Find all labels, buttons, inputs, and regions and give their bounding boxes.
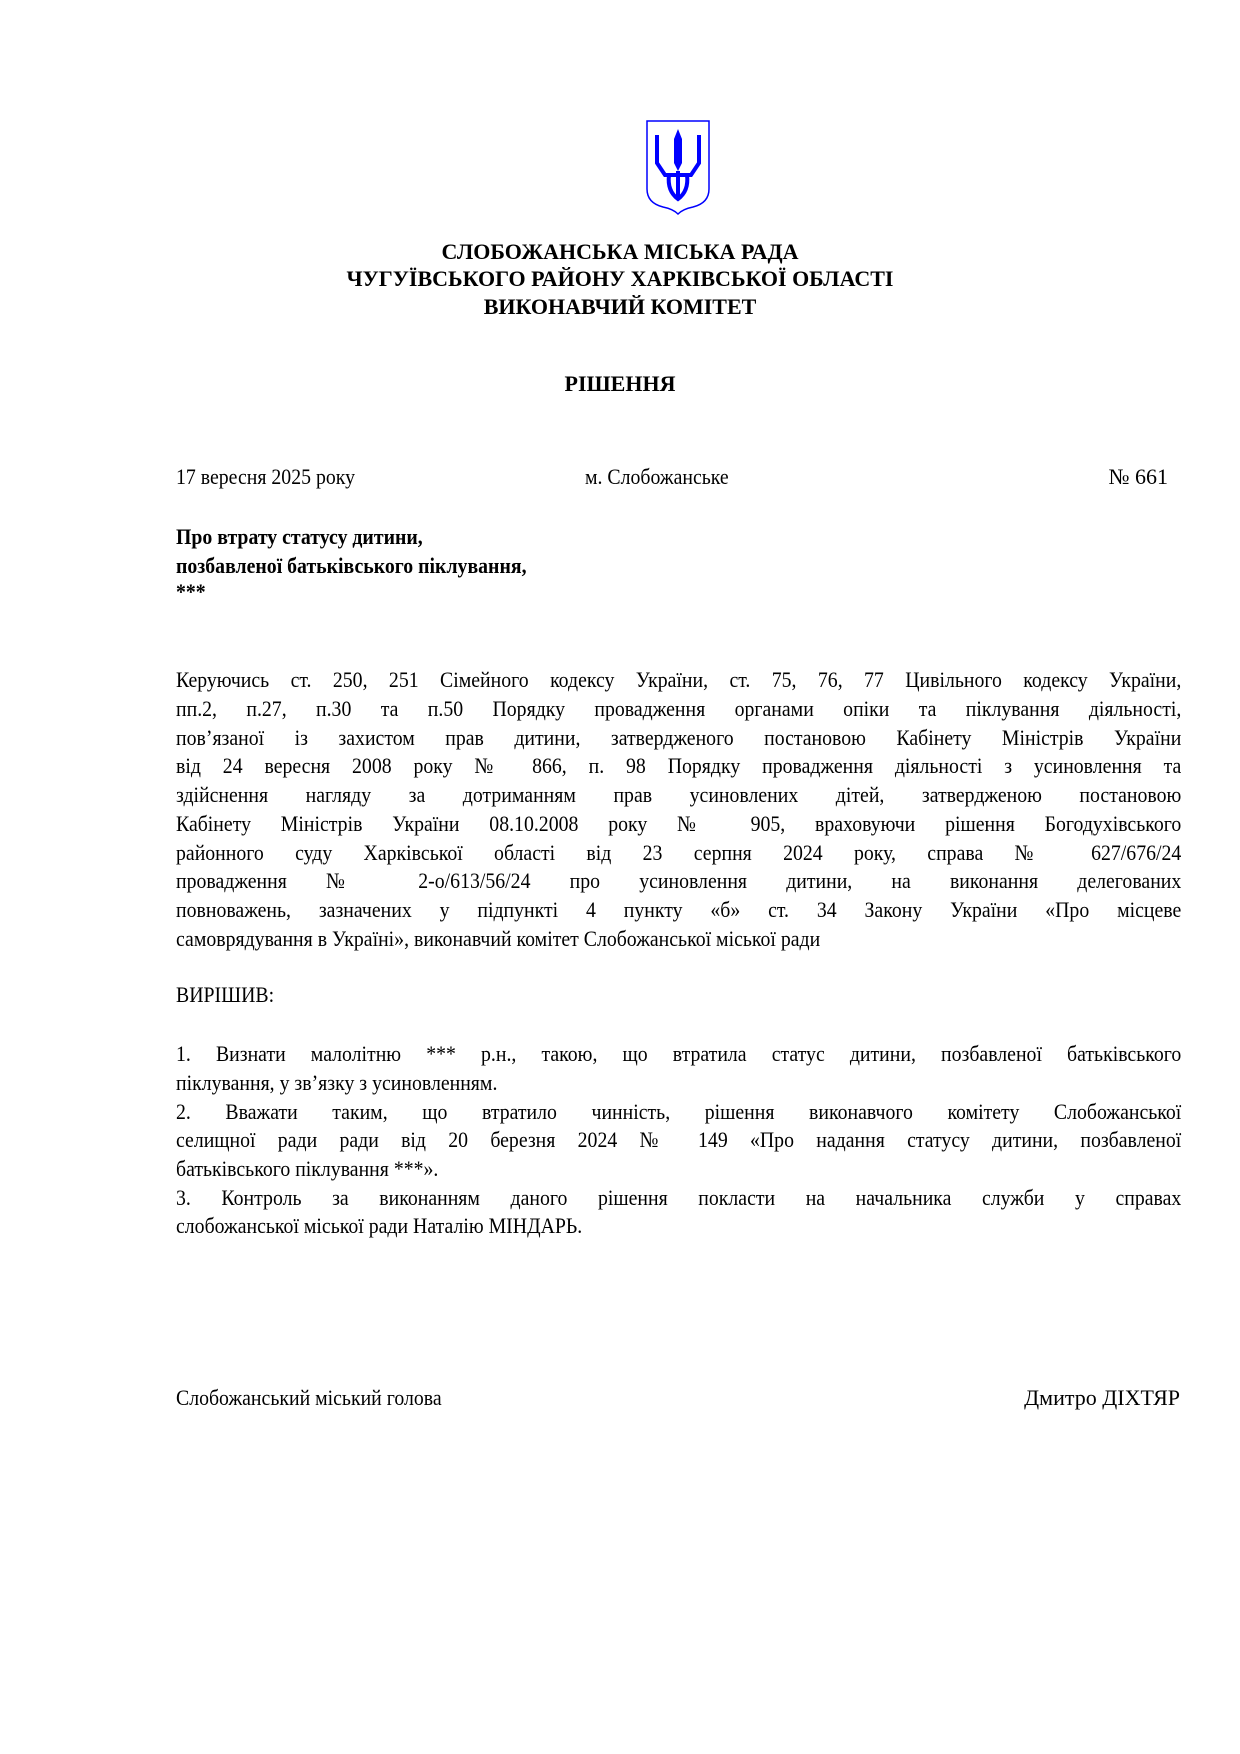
item-line: 1. Визнати малолітню *** р.н., такою, що втратила статус дитини, позбавленої батьківського xyxy=(176,1041,1182,1066)
preamble-line: провадження № 2-о/613/56/24 про усиновлення дитини, на виконання делегованих xyxy=(176,868,1182,893)
subject-line-3: *** xyxy=(176,579,206,604)
item-line: 3. Контроль за виконанням даного рішення покласти на начальника служби у справах xyxy=(176,1185,1182,1210)
preamble-line: Кабінету Міністрів України 08.10.2008 року № 905, враховуючи рішення Богодухівського xyxy=(176,811,1182,836)
coat-of-arms-icon xyxy=(645,119,711,215)
preamble-line: від 24 вересня 2008 року № 866, п. 98 Порядку провадження діяльності з усиновлення та xyxy=(176,753,1182,778)
signatory-position: Слобожанський міський голова xyxy=(176,1385,442,1410)
item-line: селищної ради ради від 20 березня 2024 № 149 «Про надання статусу дитини, позбавленої xyxy=(176,1127,1182,1152)
preamble-line: повноважень, зазначених у підпункті 4 пункту «б» ст. 34 Закону України «Про місцеве xyxy=(176,897,1182,922)
document-type-title: РІШЕННЯ xyxy=(564,371,676,396)
preamble-line: Керуючись ст. 250, 251 Сімейного кодексу України, ст. 75, 76, 77 Цивільного кодексу України, xyxy=(176,667,1182,692)
preamble-line: самоврядування в Україні», виконавчий комітет Слобожанської міської ради xyxy=(176,926,821,951)
subject-line-1: Про втрату статусу дитини, xyxy=(176,524,423,549)
signatory-name: Дмитро ДІХТЯР xyxy=(1024,1385,1180,1410)
decision-number: № 661 xyxy=(1108,464,1168,489)
subject-line-2: позбавленої батьківського піклування, xyxy=(176,553,527,578)
org-name-line-1: СЛОБОЖАНСЬКА МІСЬКА РАДА xyxy=(441,239,799,264)
preamble-line: здійснення нагляду за дотриманням прав усиновлених дітей, затвердженою постановою xyxy=(176,782,1182,807)
preamble-line: пп.2, п.27, п.30 та п.50 Порядку провадження органами опіки та піклування діяльності, xyxy=(176,696,1182,721)
item-line: 2. Вважати таким, що втратило чинність, рішення виконавчого комітету Слобожанської xyxy=(176,1099,1182,1124)
resolved-label: ВИРІШИВ: xyxy=(176,982,275,1007)
preamble-line: пов’язаної із захистом прав дитини, затвердженого постановою Кабінету Міністрів України xyxy=(176,725,1182,750)
decision-place: м. Слобожанське xyxy=(585,464,729,489)
decision-date: 17 вересня 2025 року xyxy=(176,464,355,489)
preamble-line: районного суду Харківської області від 23 серпня 2024 року, справа № 627/676/24 xyxy=(176,840,1182,865)
item-line: слобожанської міської ради Наталію МІНДАРЬ. xyxy=(176,1213,583,1238)
item-line: піклування, у зв’язку з усиновленням. xyxy=(176,1070,498,1095)
item-line: батьківського піклування ***». xyxy=(176,1156,439,1181)
org-name-line-2: ЧУГУЇВСЬКОГО РАЙОНУ ХАРКІВСЬКОЇ ОБЛАСТІ xyxy=(346,266,894,291)
org-name-line-3: ВИКОНАВЧИЙ КОМІТЕТ xyxy=(483,294,757,319)
